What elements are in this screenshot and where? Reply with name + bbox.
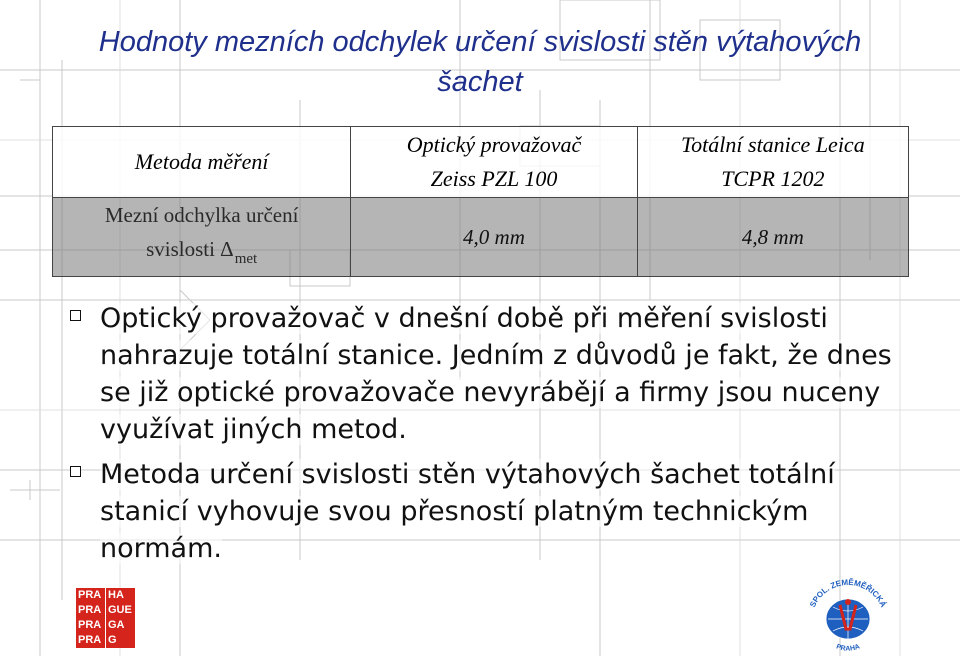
row-label-line2 [53, 232, 350, 276]
praha-logo-cell: PRA [76, 603, 106, 618]
praha-logo-cell: PRA [76, 618, 106, 633]
praha-logo-cell: HA [106, 588, 136, 603]
praha-logo-cell: PRA [76, 633, 106, 648]
comparison-table [52, 126, 909, 277]
praha-logo-cell: GA [106, 618, 136, 633]
row-label-cell [53, 198, 351, 277]
praha-logo-cell: PRA [76, 588, 106, 603]
bullet-list [70, 300, 930, 575]
header-leica-line2: TCPR 1202 [721, 166, 825, 191]
seal-top-text: SPOL. ZEMĚMĚŘICKÁ [808, 577, 888, 609]
slide-title: Hodnoty mezních odchylek určení svislosti stěn výtahových šachet [98, 26, 862, 98]
table-row [53, 198, 909, 277]
praha-logo-row [76, 588, 136, 603]
header-leica-line1: Totální stanice Leica [680, 132, 865, 157]
row-label-line1: Mezní odchylka určení [104, 203, 299, 227]
table-header-row [53, 127, 909, 198]
svg-text:PRAHA [835, 643, 861, 652]
row-label-symbol: svislosti Δ [146, 237, 234, 261]
square-bullet-icon [70, 310, 81, 321]
header-zeiss-line2: Zeiss PZL 100 [430, 166, 558, 191]
header-zeiss-line1: Optický provažovač [406, 132, 582, 157]
value-zeiss: 4,0 mm [351, 198, 637, 277]
bullet-text: Optický provažovač v dnešní době při měření svislosti nahrazuje totální stanice. Jedním z důvodů je fakt, že dnes se již optické provažovače nevyrábějí a firmy jsou nuceny využívat jiných metod. [100, 303, 892, 445]
praha-logo-cell: G [106, 633, 136, 648]
surveyors-society-seal-logo [798, 575, 898, 655]
header-method [53, 127, 351, 198]
header-leica [637, 127, 908, 198]
bullet-text: Metoda určení svislosti stěn výtahových šachet totální stanicí vyhovuje svou přesností platným technickým normám. [100, 459, 835, 564]
praha-logo-row [76, 603, 136, 618]
praha-logo-row [76, 633, 136, 648]
header-zeiss [351, 127, 637, 198]
row-label-subscript: met [234, 251, 258, 267]
list-item [70, 456, 930, 567]
praha-logo-row [76, 618, 136, 633]
header-method-label: Metoda měření [134, 149, 269, 174]
seal-bottom-text: PRAHA [835, 643, 861, 653]
square-bullet-icon [70, 466, 81, 477]
praha-logo [76, 588, 136, 648]
list-item [70, 300, 930, 448]
praha-logo-cell: GUE [106, 603, 136, 618]
value-leica: 4,8 mm [637, 198, 908, 277]
